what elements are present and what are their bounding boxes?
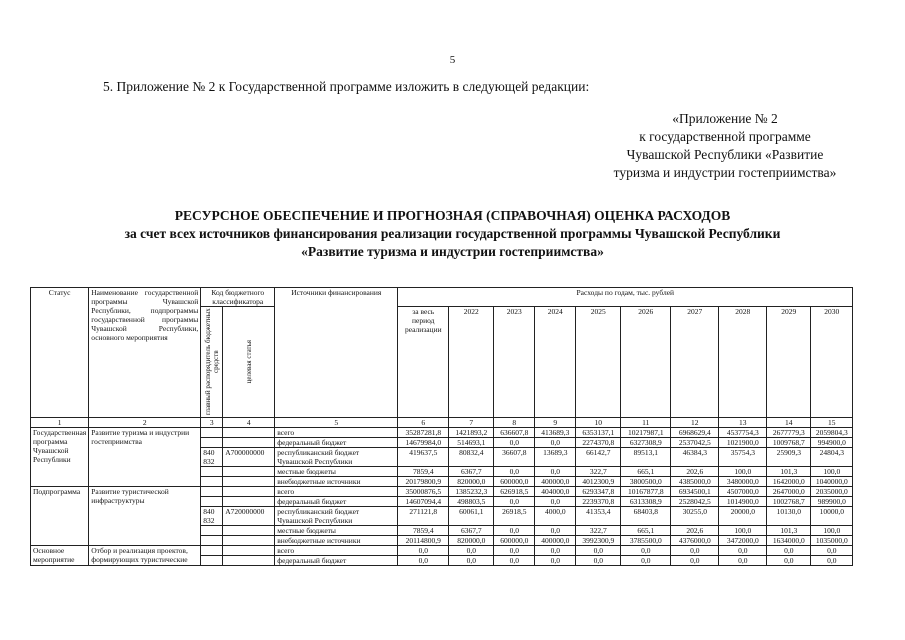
row-source: всего <box>275 546 398 556</box>
table-row <box>31 428 853 438</box>
row-value: 1035000,0 <box>811 536 853 546</box>
row-value: 498803,5 <box>449 497 494 507</box>
row-source: местные бюджеты <box>275 467 398 477</box>
row-value: 7859,4 <box>398 467 449 477</box>
row-grbs <box>201 477 223 487</box>
row-value: 0,0 <box>494 497 535 507</box>
row-value: 0,0 <box>535 467 576 477</box>
header-code-grbs <box>201 307 223 418</box>
row-value: 0,0 <box>449 546 494 556</box>
row-value: 101,3 <box>767 467 811 477</box>
row-value: 1002768,7 <box>767 497 811 507</box>
row-source: республиканский бюджет Чувашской Республики <box>275 448 398 467</box>
row-value: 6353137,1 <box>576 428 621 438</box>
row-value: 2274370,8 <box>576 438 621 448</box>
row-value: 1634000,0 <box>767 536 811 546</box>
row-status: Государственная программа Чувашской Республики <box>31 428 89 487</box>
row-value: 14607094,4 <box>398 497 449 507</box>
row-value: 0,0 <box>535 438 576 448</box>
column-number: 2 <box>89 418 201 428</box>
column-number: 15 <box>811 418 853 428</box>
row-value: 7859,4 <box>398 526 449 536</box>
row-source: внебюджетные источники <box>275 477 398 487</box>
header-code-cs-text: целевая статья <box>244 340 253 384</box>
row-target-article: А700000000 <box>223 448 275 467</box>
header-year: 2026 <box>621 307 671 418</box>
row-value: 626918,5 <box>494 487 535 497</box>
column-number: 5 <box>275 418 398 428</box>
row-grbs <box>201 546 223 556</box>
row-value: 4000,0 <box>535 507 576 526</box>
header-year: 2023 <box>494 307 535 418</box>
column-number: 8 <box>494 418 535 428</box>
column-number-row <box>31 418 853 428</box>
row-target-article <box>223 497 275 507</box>
row-value: 400000,0 <box>535 477 576 487</box>
row-value: 0,0 <box>576 556 621 566</box>
row-value: 600000,0 <box>494 477 535 487</box>
row-value: 994900,0 <box>811 438 853 448</box>
row-target-article <box>223 428 275 438</box>
row-value: 413689,3 <box>535 428 576 438</box>
appendix-line: туризма и индустрии гостеприимства» <box>613 165 837 180</box>
row-grbs <box>201 487 223 497</box>
table-row <box>31 546 853 556</box>
row-value: 271121,8 <box>398 507 449 526</box>
row-value: 20114800,9 <box>398 536 449 546</box>
row-value: 0,0 <box>494 556 535 566</box>
row-value: 2677779,3 <box>767 428 811 438</box>
row-value: 665,1 <box>621 526 671 536</box>
row-value: 4385000,0 <box>671 477 719 487</box>
row-value: 3992300,9 <box>576 536 621 546</box>
row-source: всего <box>275 487 398 497</box>
row-target-article <box>223 477 275 487</box>
row-value: 100,0 <box>811 467 853 477</box>
header-total: за весь период реализации <box>398 307 449 418</box>
header-year: 2025 <box>576 307 621 418</box>
row-target-article <box>223 546 275 556</box>
row-value: 2537042,5 <box>671 438 719 448</box>
row-target-article <box>223 438 275 448</box>
row-value: 400000,0 <box>535 536 576 546</box>
row-value: 20179800,9 <box>398 477 449 487</box>
row-target-article <box>223 487 275 497</box>
row-value: 1040000,0 <box>811 477 853 487</box>
row-value: 0,0 <box>535 497 576 507</box>
appendix-heading <box>580 110 870 182</box>
row-target-article <box>223 556 275 566</box>
row-value: 0,0 <box>621 556 671 566</box>
row-value: 2647000,0 <box>767 487 811 497</box>
row-value: 0,0 <box>535 556 576 566</box>
row-value: 4012300,9 <box>576 477 621 487</box>
resource-table <box>30 287 853 566</box>
row-value: 0,0 <box>494 526 535 536</box>
row-value: 41353,4 <box>576 507 621 526</box>
row-grbs <box>201 556 223 566</box>
row-grbs <box>201 497 223 507</box>
row-value: 100,0 <box>719 467 767 477</box>
row-source: федеральный бюджет <box>275 497 398 507</box>
row-name: Отбор и реализация проектов, формирующих туристические <box>89 546 201 566</box>
row-source: местные бюджеты <box>275 526 398 536</box>
row-target-article <box>223 467 275 477</box>
row-value: 820000,0 <box>449 477 494 487</box>
intro-paragraph: 5. Приложение № 2 к Государственной программе изложить в следующей редакции: <box>103 79 590 94</box>
row-source: всего <box>275 428 398 438</box>
row-value: 1385232,3 <box>449 487 494 497</box>
row-name: Развитие туристической инфраструктуры <box>89 487 201 546</box>
row-grbs <box>201 438 223 448</box>
row-value: 0,0 <box>494 546 535 556</box>
row-value: 989900,0 <box>811 497 853 507</box>
row-value: 0,0 <box>535 546 576 556</box>
row-value: 100,0 <box>811 526 853 536</box>
row-value: 0,0 <box>398 546 449 556</box>
row-target-article: А720000000 <box>223 507 275 526</box>
row-value: 24804,3 <box>811 448 853 467</box>
row-value: 419637,5 <box>398 448 449 467</box>
appendix-line: Чувашской Республики «Развитие <box>626 147 824 162</box>
row-value: 3480000,0 <box>719 477 767 487</box>
column-number: 10 <box>576 418 621 428</box>
row-grbs: 840 832 <box>201 448 223 467</box>
row-value: 2035000,0 <box>811 487 853 497</box>
row-value: 2239370,8 <box>576 497 621 507</box>
row-source: внебюджетные источники <box>275 536 398 546</box>
row-value: 6367,7 <box>449 526 494 536</box>
row-grbs <box>201 428 223 438</box>
row-value: 3472000,0 <box>719 536 767 546</box>
document-title <box>0 207 905 261</box>
page-number: 5 <box>449 54 456 66</box>
row-value: 1009768,7 <box>767 438 811 448</box>
row-value: 665,1 <box>621 467 671 477</box>
row-value: 322,7 <box>576 467 621 477</box>
row-value: 1421893,2 <box>449 428 494 438</box>
row-value: 4507000,0 <box>719 487 767 497</box>
row-target-article <box>223 536 275 546</box>
row-value: 0,0 <box>811 546 853 556</box>
row-value: 3785500,0 <box>621 536 671 546</box>
row-value: 202,6 <box>671 526 719 536</box>
row-value: 4537754,3 <box>719 428 767 438</box>
row-value: 0,0 <box>535 526 576 536</box>
header-code-grbs-text: главный распорядитель бюджетных средств <box>203 308 220 416</box>
column-number: 13 <box>719 418 767 428</box>
header-name: Наименование государственной программы Чувашской Республики, подпрограммы государственной программы Чувашской Республики, основного мероприятия <box>89 288 201 418</box>
row-value: 636607,8 <box>494 428 535 438</box>
row-value: 0,0 <box>449 556 494 566</box>
row-value: 46384,3 <box>671 448 719 467</box>
appendix-line: к государственной программе <box>639 129 811 144</box>
header-year: 2022 <box>449 307 494 418</box>
row-value: 10217987,1 <box>621 428 671 438</box>
header-year: 2029 <box>767 307 811 418</box>
row-value: 0,0 <box>767 556 811 566</box>
row-value: 6293347,8 <box>576 487 621 497</box>
header-year: 2024 <box>535 307 576 418</box>
row-value: 1021900,0 <box>719 438 767 448</box>
row-value: 25909,3 <box>767 448 811 467</box>
header-status: Статус <box>31 288 89 418</box>
row-value: 66142,7 <box>576 448 621 467</box>
row-grbs <box>201 536 223 546</box>
row-value: 80832,4 <box>449 448 494 467</box>
row-value: 20000,0 <box>719 507 767 526</box>
row-value: 0,0 <box>494 467 535 477</box>
header-year: 2028 <box>719 307 767 418</box>
row-value: 2059804,3 <box>811 428 853 438</box>
row-value: 60061,1 <box>449 507 494 526</box>
column-number: 4 <box>223 418 275 428</box>
title-line: РЕСУРСНОЕ ОБЕСПЕЧЕНИЕ И ПРОГНОЗНАЯ (СПРАВОЧНАЯ) ОЦЕНКА РАСХОДОВ <box>174 208 731 223</box>
row-value: 4376000,0 <box>671 536 719 546</box>
row-value: 6313308,9 <box>621 497 671 507</box>
row-value: 322,7 <box>576 526 621 536</box>
row-value: 202,6 <box>671 467 719 477</box>
column-number: 11 <box>621 418 671 428</box>
row-value: 2528042,5 <box>671 497 719 507</box>
row-value: 30255,0 <box>671 507 719 526</box>
row-status: Основное мероприятие <box>31 546 89 566</box>
row-value: 35000876,5 <box>398 487 449 497</box>
row-value: 0,0 <box>719 546 767 556</box>
row-source: федеральный бюджет <box>275 556 398 566</box>
header-sources: Источники финансирования <box>275 288 398 418</box>
column-number: 3 <box>201 418 223 428</box>
row-value: 6327308,9 <box>621 438 671 448</box>
column-number: 12 <box>671 418 719 428</box>
row-value: 10000,0 <box>811 507 853 526</box>
row-value: 6934500,1 <box>671 487 719 497</box>
column-number: 7 <box>449 418 494 428</box>
row-value: 100,0 <box>719 526 767 536</box>
row-value: 35287281,8 <box>398 428 449 438</box>
row-value: 14679984,0 <box>398 438 449 448</box>
row-value: 10130,0 <box>767 507 811 526</box>
row-value: 0,0 <box>621 546 671 556</box>
row-name: Развитие туризма и индустрии гостеприимства <box>89 428 201 487</box>
row-value: 6968629,4 <box>671 428 719 438</box>
row-value: 26918,5 <box>494 507 535 526</box>
row-value: 514693,1 <box>449 438 494 448</box>
row-value: 101,3 <box>767 526 811 536</box>
row-grbs: 840 832 <box>201 507 223 526</box>
row-value: 36607,8 <box>494 448 535 467</box>
header-year: 2027 <box>671 307 719 418</box>
appendix-line: «Приложение № 2 <box>672 111 778 126</box>
row-value: 0,0 <box>719 556 767 566</box>
header-code-cs <box>223 307 275 418</box>
row-value: 35754,3 <box>719 448 767 467</box>
row-grbs <box>201 467 223 477</box>
row-value: 68403,8 <box>621 507 671 526</box>
title-line: «Развитие туризма и индустрии гостеприимства» <box>301 244 604 259</box>
row-source: республиканский бюджет Чувашской Республики <box>275 507 398 526</box>
column-number: 6 <box>398 418 449 428</box>
header-code: Код бюджетного классификатора <box>201 288 275 307</box>
row-value: 3800500,0 <box>621 477 671 487</box>
row-value: 13689,3 <box>535 448 576 467</box>
row-value: 0,0 <box>671 556 719 566</box>
row-status: Подпрограмма <box>31 487 89 546</box>
row-value: 820000,0 <box>449 536 494 546</box>
row-value: 89513,1 <box>621 448 671 467</box>
column-number: 1 <box>31 418 89 428</box>
row-value: 1642000,0 <box>767 477 811 487</box>
row-value: 0,0 <box>494 438 535 448</box>
row-value: 0,0 <box>671 546 719 556</box>
column-number: 14 <box>767 418 811 428</box>
row-value: 0,0 <box>576 546 621 556</box>
row-target-article <box>223 526 275 536</box>
row-value: 10167877,8 <box>621 487 671 497</box>
row-value: 404000,0 <box>535 487 576 497</box>
column-number: 9 <box>535 418 576 428</box>
title-line: за счет всех источников финансирования реализации государственной программы Чувашской Республики <box>124 226 781 241</box>
header-expenses: Расходы по годам, тыс. рублей <box>398 288 853 307</box>
row-value: 0,0 <box>398 556 449 566</box>
row-value: 600000,0 <box>494 536 535 546</box>
row-value: 1014900,0 <box>719 497 767 507</box>
header-year: 2030 <box>811 307 853 418</box>
row-value: 0,0 <box>767 546 811 556</box>
row-value: 6367,7 <box>449 467 494 477</box>
row-grbs <box>201 526 223 536</box>
row-source: федеральный бюджет <box>275 438 398 448</box>
row-value: 0,0 <box>811 556 853 566</box>
table-row <box>31 487 853 497</box>
